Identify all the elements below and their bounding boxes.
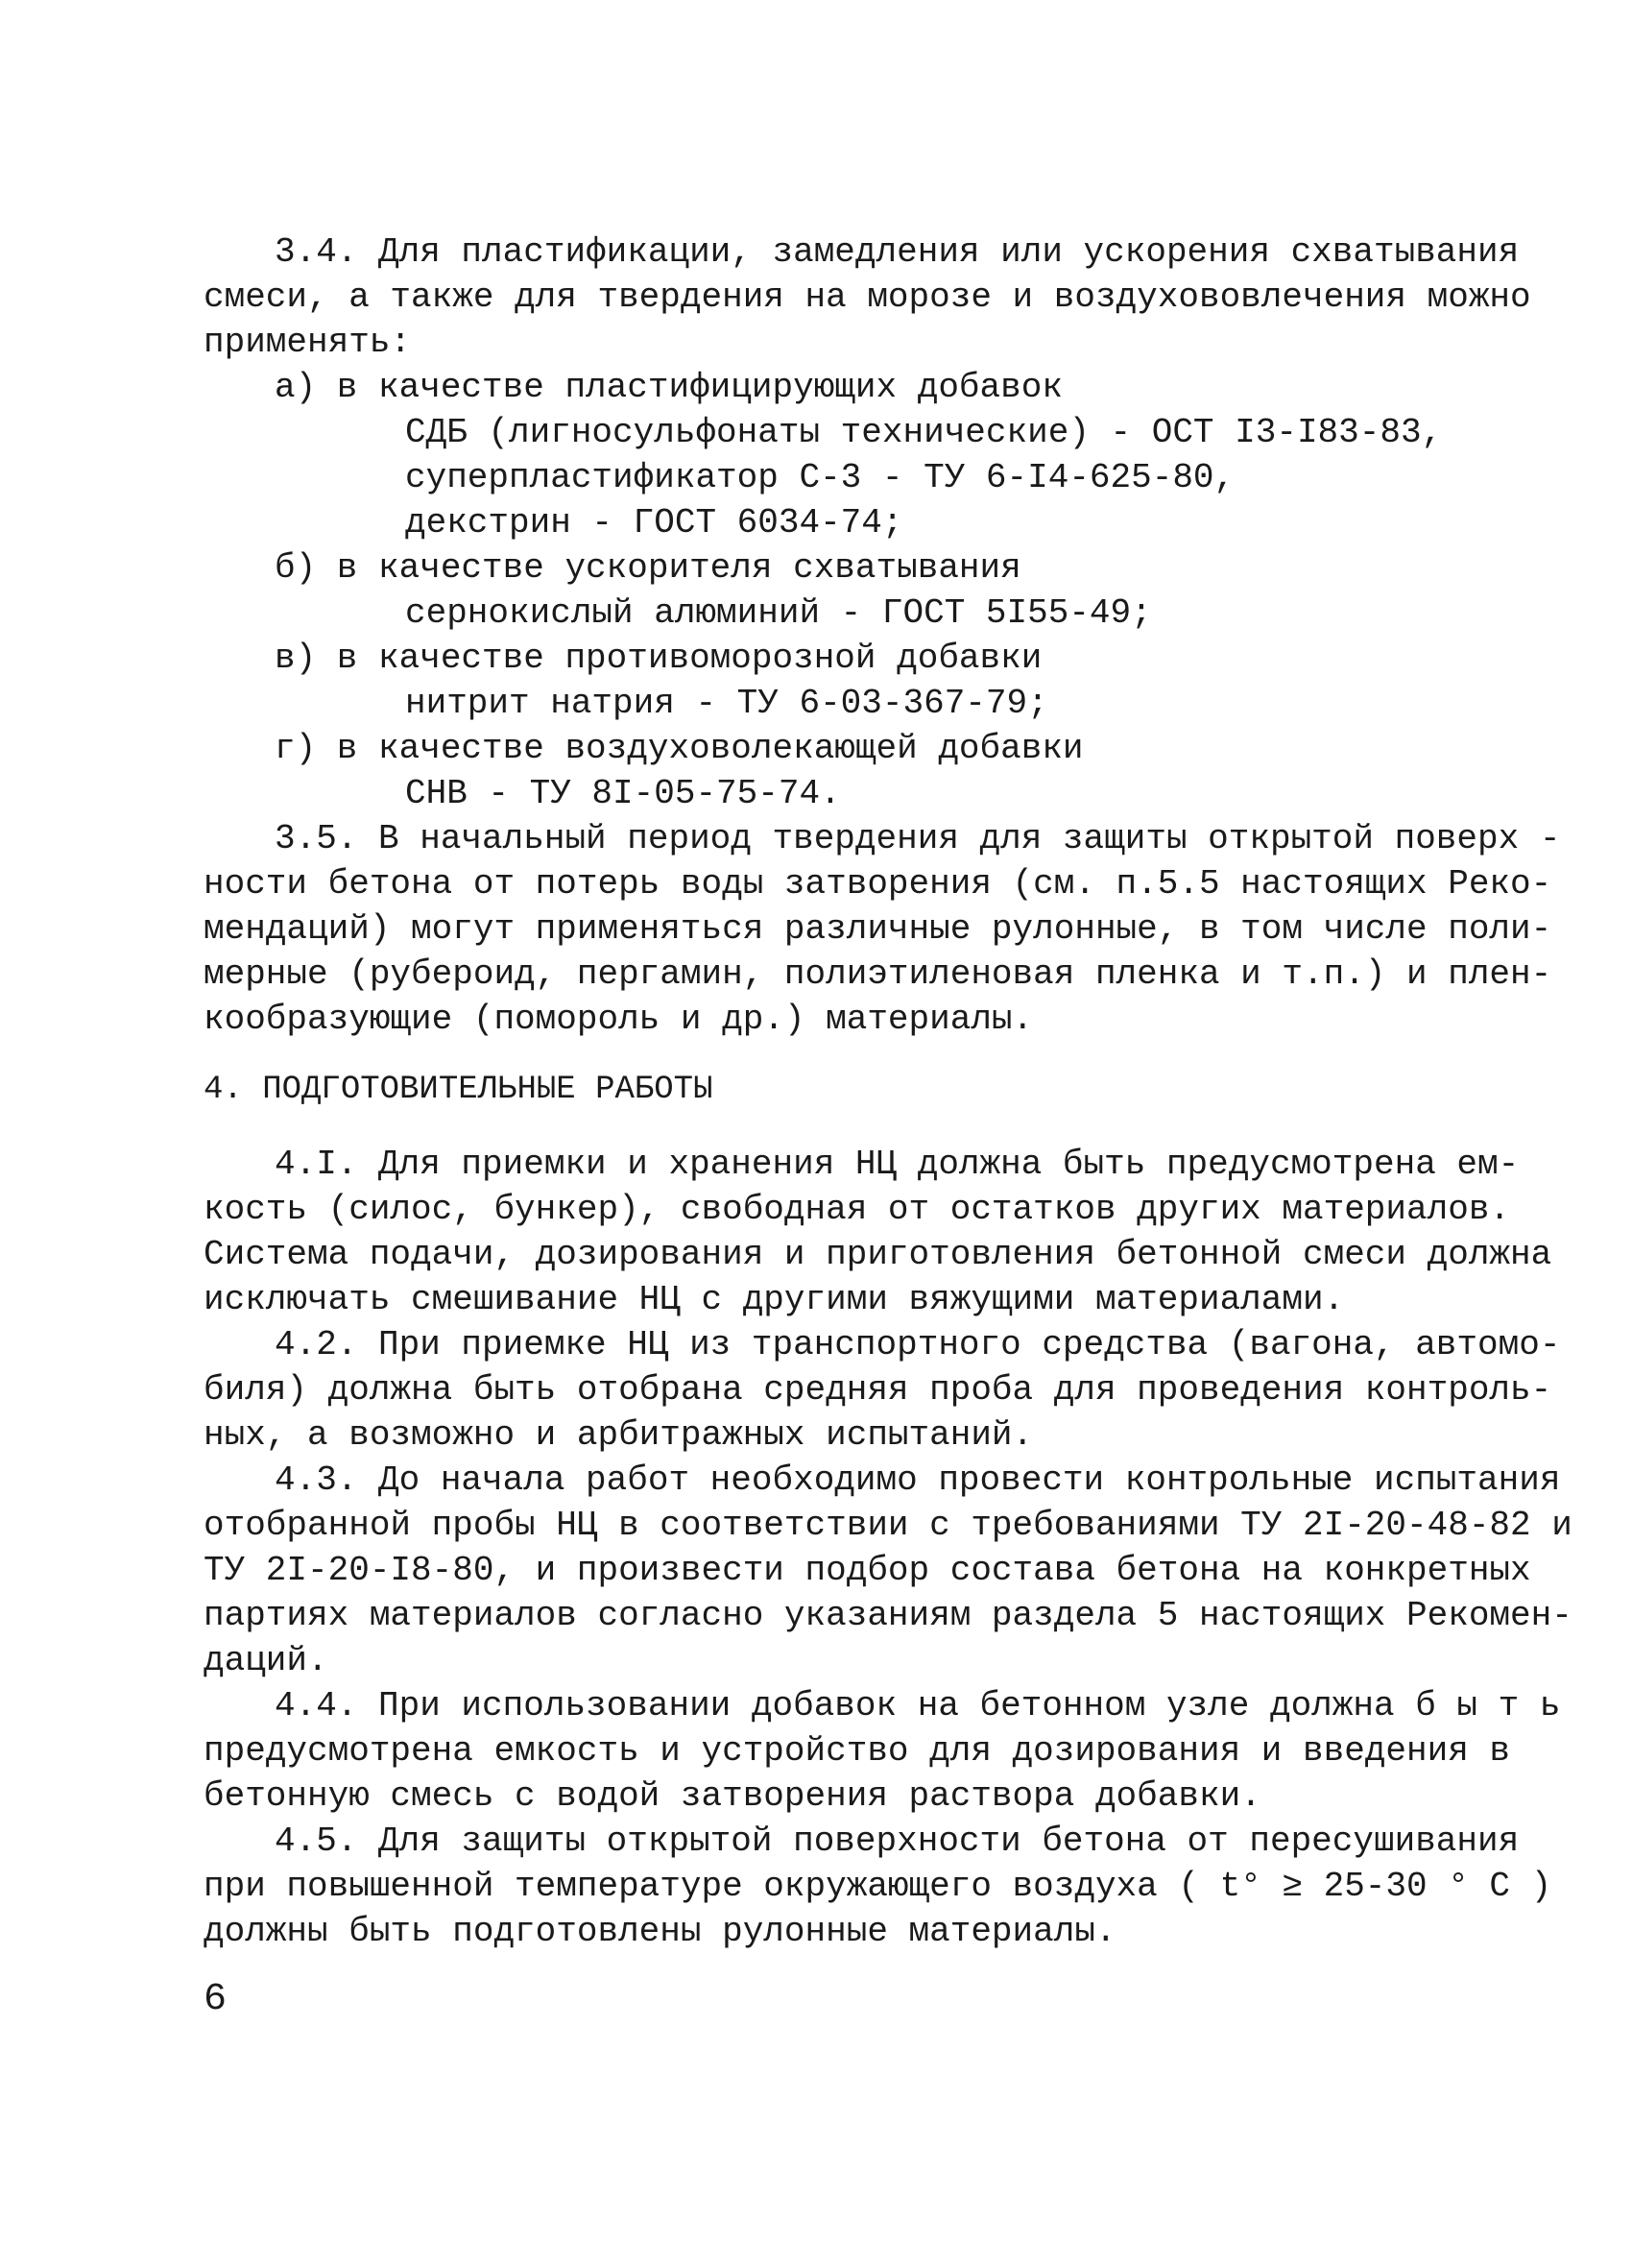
paragraph-4-5-line-3: должны быть подготовлены рулонные материалы. xyxy=(204,1912,1116,1951)
list-item-g-label: г) в качестве воздуховолекающей добавки xyxy=(275,729,1084,768)
paragraph-4-1-line-2: кость (силос, бункер), свободная от остатков других материалов. xyxy=(204,1190,1511,1229)
list-item-g-value-1: СНВ - ТУ 8I-05-75-74. xyxy=(405,774,841,813)
list-item-v-value-1: нитрит натрия - ТУ 6-03-367-79; xyxy=(405,684,1048,723)
list-item-a-value-3: декстрин - ГОСТ 6034-74; xyxy=(405,503,903,543)
paragraph-3-5-line-2: ности бетона от потерь воды затворения (см. п.5.5 настоящих Реко- xyxy=(204,864,1552,904)
page-number: 6 xyxy=(204,1978,228,2021)
paragraph-4-1-line-4: исключать смешивание НЦ с другими вяжущими материалами. xyxy=(204,1280,1345,1319)
paragraph-4-5-line-1: 4.5. Для защиты открытой поверхности бетона от пересушивания xyxy=(275,1822,1520,1861)
paragraph-4-4-line-3: бетонную смесь с водой затворения раствора добавки. xyxy=(204,1776,1261,1816)
paragraph-4-3-line-2: отобранной пробы НЦ в соответствии с требованиями ТУ 2I-20-48-82 и xyxy=(204,1506,1572,1545)
list-item-b-label: б) в качестве ускорителя схватывания xyxy=(275,548,1021,588)
paragraph-3-5-line-3: мендаций) могут применяться различные рулонные, в том числе поли- xyxy=(204,909,1552,949)
list-item-v-label: в) в качестве противоморозной добавки xyxy=(275,639,1043,678)
paragraph-3-4-line-1: 3.4. Для пластификации, замедления или ускорения схватывания xyxy=(275,232,1520,272)
paragraph-4-3-line-1: 4.3. До начала работ необходимо провести контрольные испытания xyxy=(275,1460,1561,1500)
paragraph-4-2-line-3: ных, а возможно и арбитражных испытаний. xyxy=(204,1415,1034,1455)
list-item-b-value-1: сернокислый алюминий - ГОСТ 5I55-49; xyxy=(405,593,1152,633)
paragraph-3-5-line-1: 3.5. В начальный период твердения для защиты открытой поверх - xyxy=(275,819,1561,858)
section-4-heading: 4. ПОДГОТОВИТЕЛЬНЫЕ РАБОТЫ xyxy=(204,1072,713,1108)
list-item-a-label: а) в качестве пластифицирующих добавок xyxy=(275,368,1063,407)
paragraph-4-3-line-5: даций. xyxy=(204,1641,328,1680)
paragraph-3-5-line-4: мерные (рубероид, пергамин, полиэтиленовая пленка и т.п.) и плен- xyxy=(204,954,1552,994)
paragraph-4-2-line-2: биля) должна быть отобрана средняя проба для проведения контроль- xyxy=(204,1370,1552,1410)
paragraph-4-2-line-1: 4.2. При приемке НЦ из транспортного средства (вагона, автомо- xyxy=(275,1325,1561,1364)
paragraph-4-1-line-3: Система подачи, дозирования и приготовления бетонной смеси должна xyxy=(204,1235,1552,1274)
list-item-a-value-2: суперпластификатор С-3 - ТУ 6-I4-625-80, xyxy=(405,458,1236,497)
paragraph-4-3-line-4: партиях материалов согласно указаниям раздела 5 настоящих Рекомен- xyxy=(204,1596,1572,1635)
paragraph-3-5-line-5: кообразующие (помороль и др.) материалы. xyxy=(204,1000,1034,1039)
paragraph-4-4-line-1: 4.4. При использовании добавок на бетонном узле должна б ы т ь xyxy=(275,1686,1561,1725)
paragraph-4-1-line-1: 4.I. Для приемки и хранения НЦ должна быть предусмотрена ем- xyxy=(275,1145,1520,1184)
list-item-a-value-1: СДБ (лигносульфонаты технические) - ОСТ I3-I83-83, xyxy=(405,413,1443,452)
paragraph-4-4-line-2: предусмотрена емкость и устройство для дозирования и введения в xyxy=(204,1731,1511,1771)
paragraph-3-4-line-3: применять: xyxy=(204,323,412,362)
paragraph-4-3-line-3: ТУ 2I-20-I8-80, и произвести подбор состава бетона на конкретных xyxy=(204,1551,1531,1590)
paragraph-4-5-line-2: при повышенной температуре окружающего воздуха ( t° ≥ 25-30 ° С ) xyxy=(204,1867,1552,1906)
paragraph-3-4-line-2: смеси, а также для твердения на морозе и воздухововлечения можно xyxy=(204,277,1531,317)
